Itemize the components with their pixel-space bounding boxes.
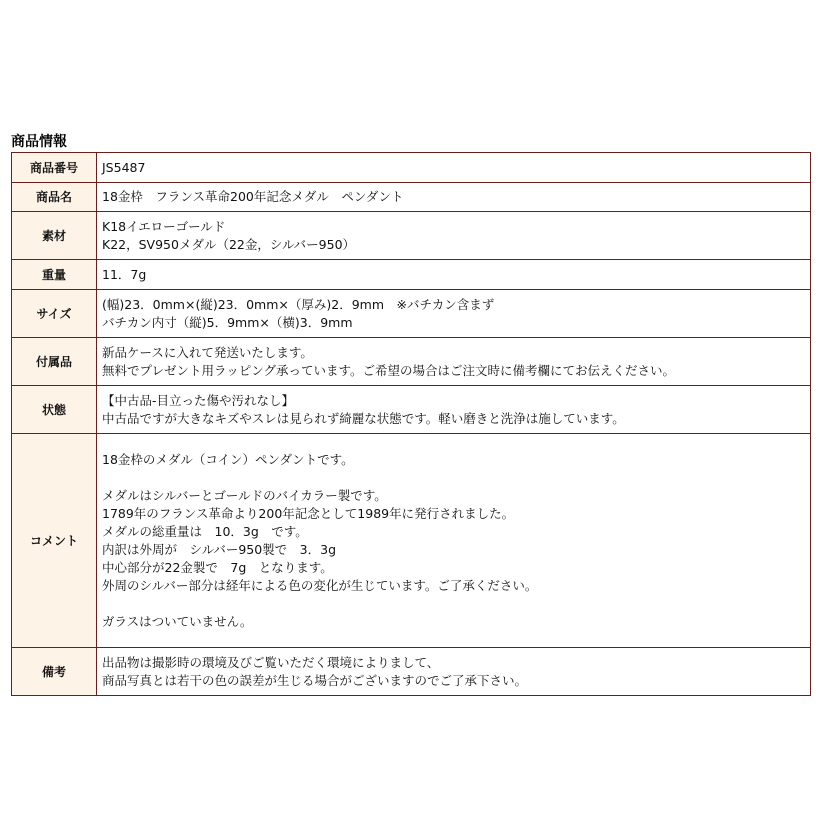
row-weight <box>12 260 811 290</box>
value-line: 18金枠のメダル（コイン）ペンダントです。 <box>102 451 354 467</box>
value-line: 1789年のフランス革命より200年記念として1989年に発行されました。 <box>102 505 515 521</box>
value-line <box>102 595 810 613</box>
value-line: 外周のシルバー部分は経年による色の変化が生じています。ご了承ください。 <box>102 577 538 593</box>
row-condition <box>12 386 811 434</box>
label-accessories: 付属品 <box>12 338 97 386</box>
value-line: メダルの総重量は 10．3g です。 <box>102 523 308 539</box>
row-material <box>12 212 811 260</box>
value-size <box>97 290 811 338</box>
row-comment <box>12 434 811 648</box>
value-line: (幅)23．0mm×(縦)23．0mm×（厚み)2．9mm ※バチカン含まず <box>102 296 495 312</box>
value-line: 新品ケースに入れて発送いたします。 <box>102 344 313 360</box>
value-line: 出品物は撮影時の環境及びご覧いただく環境によりまして、 <box>102 654 440 670</box>
label-material: 素材 <box>12 212 97 260</box>
row-notes <box>12 648 811 696</box>
label-product-name: 商品名 <box>12 183 97 212</box>
value-line: 中古品ですが大きなキズやスレは見られず綺麗な状態です。軽い磨きと洗浄は施しています。 <box>102 410 625 426</box>
value-line: 無料でプレゼント用ラッピング承っています。ご希望の場合はご注文時に備考欄にてお伝えください。 <box>102 362 676 378</box>
product-info-table <box>11 152 811 696</box>
value-line: JS5487 <box>102 159 146 175</box>
value-condition <box>97 386 811 434</box>
row-accessories <box>12 338 811 386</box>
row-product-name <box>12 183 811 212</box>
label-product-number: 商品番号 <box>12 153 97 183</box>
label-notes: 備考 <box>12 648 97 696</box>
value-line: 【中古品-目立った傷や汚れなし】 <box>102 392 295 408</box>
value-weight <box>97 260 811 290</box>
value-line: 11．7g <box>102 266 147 282</box>
value-line <box>102 469 810 487</box>
label-comment: コメント <box>12 434 97 648</box>
label-condition: 状態 <box>12 386 97 434</box>
value-line: ガラスはついていません。 <box>102 613 253 629</box>
value-product-name <box>97 183 811 212</box>
value-line: 内訳は外周が シルバー950製で 3．3g <box>102 541 337 557</box>
value-line: 中心部分が22金製で 7g となります。 <box>102 559 333 575</box>
value-line: バチカン内寸（縦)5．9mm×（横)3．9mm <box>102 314 353 330</box>
value-line: 18金枠 フランス革命200年記念メダル ペンダント <box>102 189 404 204</box>
value-accessories <box>97 338 811 386</box>
value-material <box>97 212 811 260</box>
value-notes <box>97 648 811 696</box>
value-comment <box>97 434 811 648</box>
section-title: 商品情報 <box>11 134 67 150</box>
row-size <box>12 290 811 338</box>
value-line: K22，SV950メダル（22金，シルバー950） <box>102 236 356 252</box>
value-line: 商品写真とは若干の色の誤差が生じる場合がございますのでご了承下さい。 <box>102 672 528 688</box>
row-product-number <box>12 153 811 183</box>
value-line: K18イエローゴールド <box>102 218 226 234</box>
label-weight: 重量 <box>12 260 97 290</box>
label-size: サイズ <box>12 290 97 338</box>
value-line: メダルはシルバーとゴールドのバイカラー製です。 <box>102 487 387 503</box>
value-product-number <box>97 153 811 183</box>
